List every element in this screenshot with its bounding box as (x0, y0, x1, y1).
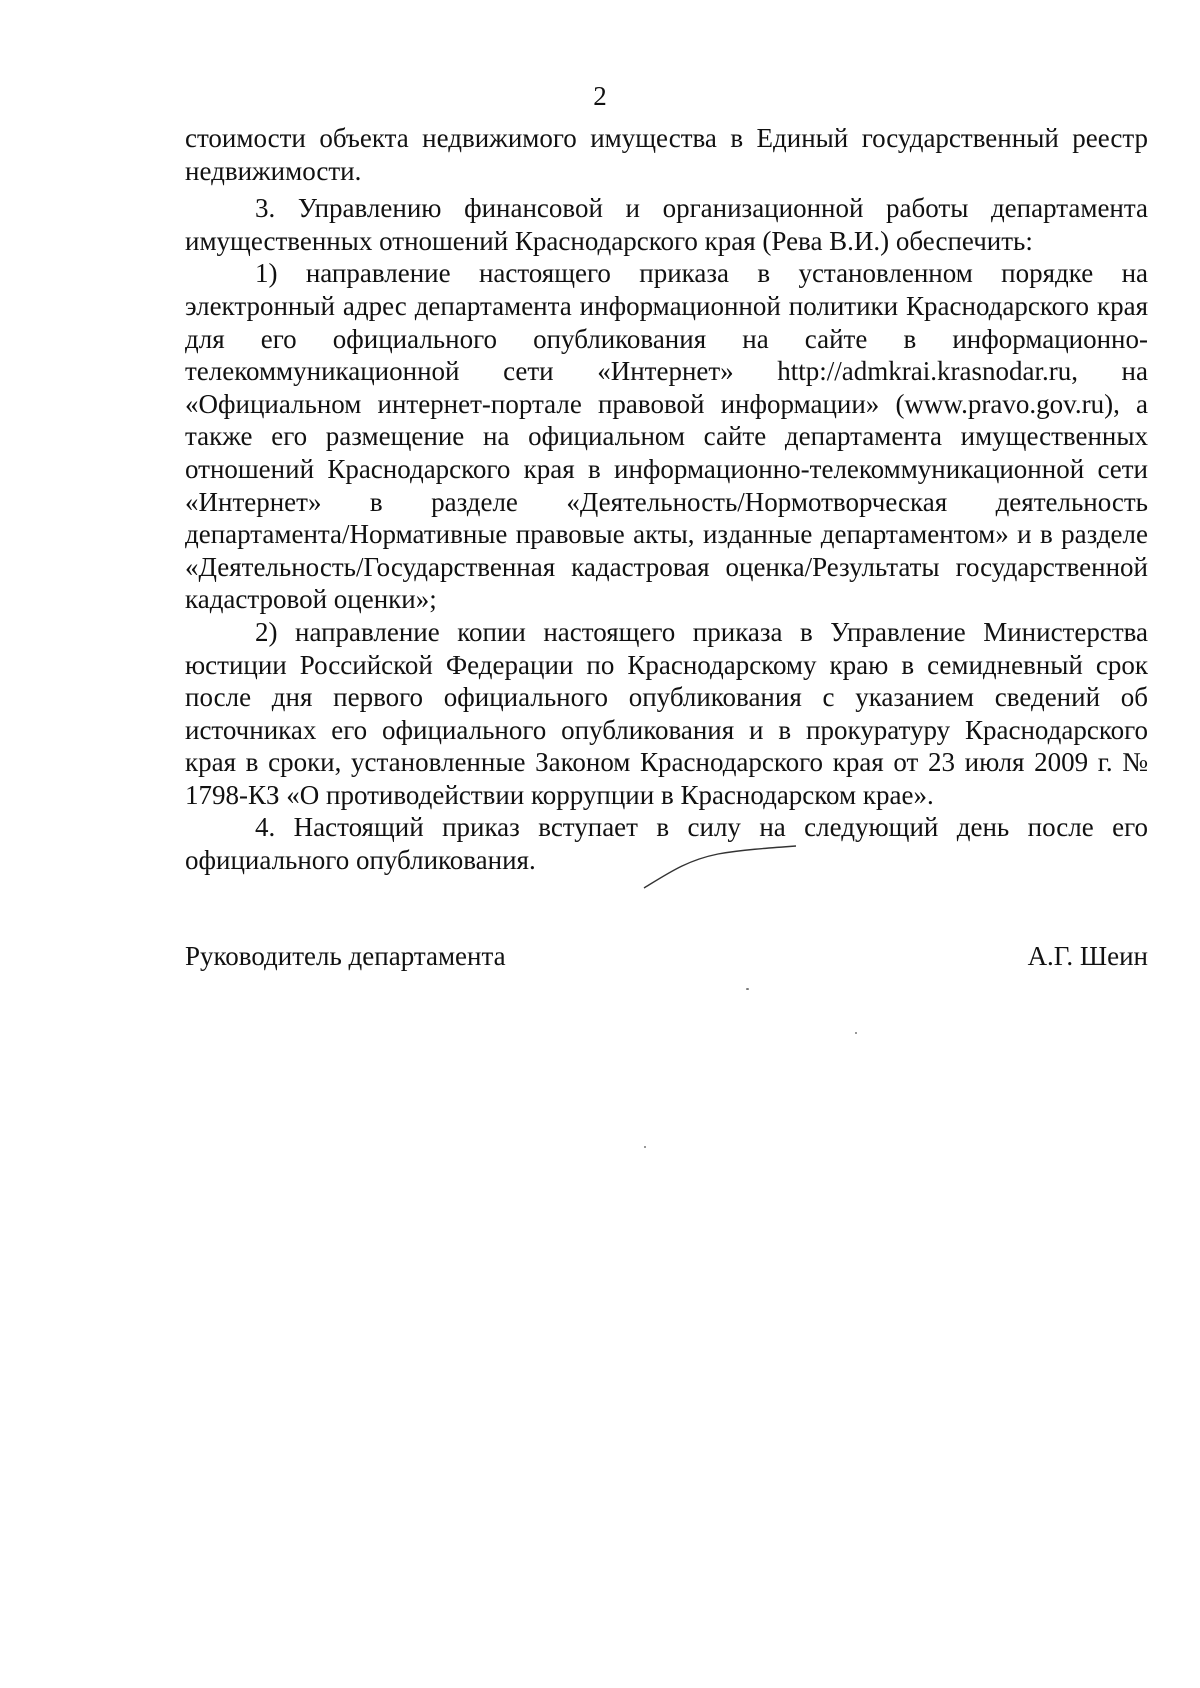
paragraph-subitem-1: 1) направление настоящего приказа в установленном порядке на электронный адрес департамента информационной политики Краснодарского края для его официального опубликования на сайте в информационно-телекоммуникационной сети «Интернет» http://admkrai.krasnodar.ru, на «Официальном интернет-портале правовой информации» (www.pravo.gov.ru), а также его размещение на официальном сайте департамента имущественных отношений Краснодарского края в информационно-телекоммуникационной сети «Интернет» в разделе «Деятельность/Нормотворческая деятельность департамента/Нормативные правовые акты, изданные департаментом» и в разделе «Деятельность/Государственная кадастровая оценка/Результаты государственной кадастровой оценки»; (185, 258, 1148, 615)
paragraph-item-4: 4. Настоящий приказ вступает в силу на следующий день после его официального опубликования. (185, 812, 1148, 876)
paragraph-continuation: стоимости объекта недвижимого имущества в Единый государственный реестр недвижимости. (185, 123, 1148, 186)
scan-speck (855, 1032, 857, 1034)
document-body (185, 122, 1148, 877)
page-number: 2 (593, 81, 607, 111)
scan-speck (746, 988, 749, 990)
paragraph-item-3: 3. Управлению финансовой и организационной работы департамента имущественных отношений Краснодарского края (Рева В.И.) обеспечить: (185, 193, 1148, 256)
paragraph-subitem-2: 2) направление копии настоящего приказа в Управление Министерства юстиции Российской Федерации по Краснодарскому краю в семидневный срок после дня первого официального опубликования с указанием сведений об источниках его официального опубликования и в прокуратуру Краснодарского края в сроки, установленные Законом Краснодарского края от 23 июля 2009 г. № 1798-КЗ «О противодействии коррупции в Краснодарском крае». (185, 616, 1148, 810)
handwritten-mark (640, 842, 800, 892)
scan-speck (644, 1146, 646, 1148)
signatory-name: А.Г. Шеин (1027, 941, 1148, 971)
signatory-position: Руководитель департамента (185, 941, 506, 971)
